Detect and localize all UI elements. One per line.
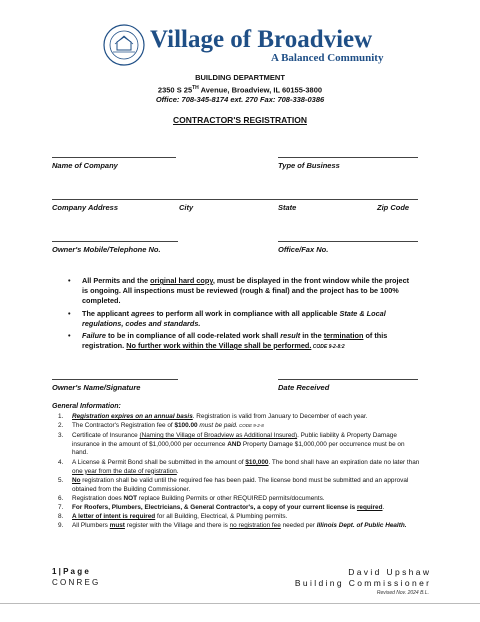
revised-note: Revised Nov. 2024 B.L. xyxy=(376,590,429,596)
date-received-line[interactable] xyxy=(278,379,418,380)
bullet-dot-icon: • xyxy=(68,331,71,340)
general-info-heading: General Information: xyxy=(52,403,121,410)
zip-code-label: Zip Code xyxy=(377,203,410,212)
bullet-permits: • All Permits and the original hard copy, must be displayed in the front window while the project is ongoing. All inspections must be reviewed (rough & final) and the project has to be 100% completed. xyxy=(68,276,410,305)
office-fax-label: Office/Fax No. xyxy=(278,245,329,254)
commissioner-name: D a v i d U p s h a w xyxy=(348,567,429,577)
village-tagline: A Balanced Community xyxy=(271,52,384,64)
city-label: City xyxy=(179,203,194,212)
bullet-failure: • Failure to be in compliance of all code-related work shall result in the termination of this registration. No further work within the Village shall be performed. CODE 9-2-8:2 xyxy=(68,331,388,350)
department-address: 2350 S 25TH Avenue, Broadview, IL 60155-3800 xyxy=(157,85,323,95)
department-phones: Office: 708-345-8174 ext. 270 Fax: 708-338-0386 xyxy=(155,95,325,104)
date-received-label: Date Received xyxy=(278,383,330,392)
type-of-business-label: Type of Business xyxy=(278,161,340,170)
company-name-line[interactable] xyxy=(52,157,176,158)
office-fax-line[interactable] xyxy=(278,241,418,242)
bullet-dot-icon: • xyxy=(68,309,71,318)
footer-page-number: 1 | P a g e xyxy=(52,567,89,576)
bullet-dot-icon: • xyxy=(68,276,71,285)
department-name: BUILDING DEPARTMENT xyxy=(195,73,285,82)
name-of-company-label: Name of Company xyxy=(52,161,118,170)
general-info-list: 1. Registration expires on an annual basis. Registration is valid from January to December of each year. 2. The Contractor's Registration fee of $100.00 must be paid. CODE 9-2-8 3. Certificate of Insurance (Naming the Village of Broadview as Additional Insured). Public liability & Property Damage insurance in the amount of $1,000,000 per occurrence AND Property Damage $1,000,000 per occurrence must be on hand. 4. A License & Permit Bond shall be submitted in the amount of $10,000. The bond shall have an expiration date no later than one year from the date of registration. 5. No registration shall be valid until the required fee has been paid. The license bond must be submitted and an approval obtained from the Building Commissioner. 6. Registration does NOT replace Building Permits or other REQUIRED permits/documents. 7. For Roofers, Plumbers, Electricians, & General Contractor's, a copy of your current license is required. 8. A letter of intent is required for all Building, Electrical, & Plumbing permits. 9. All Plumbers must register with the Village and there is no registration fee needed per Illinois Dept. of Public Health. xyxy=(58,413,420,529)
bullet-compliance: • The applicant agrees to perform all work in compliance with all applicable State & Local regulations, codes and standards. xyxy=(68,309,386,328)
address-line[interactable] xyxy=(52,199,418,200)
commissioner-title: B u i l d i n g C o m m i s s i o n e r xyxy=(294,578,429,588)
village-seal xyxy=(103,24,145,66)
company-address-label: Company Address xyxy=(52,203,118,212)
footer-form-code: C O N R E G xyxy=(52,578,99,587)
village-title: Village of Broadview xyxy=(150,26,373,53)
state-label: State xyxy=(278,203,297,212)
form-title: CONTRACTOR'S REGISTRATION xyxy=(173,115,307,125)
owner-signature-line[interactable] xyxy=(52,379,178,380)
business-type-line[interactable] xyxy=(278,157,418,158)
owner-phone-label: Owner's Mobile/Telephone No. xyxy=(52,245,161,254)
footer-divider xyxy=(0,603,480,604)
owner-phone-line[interactable] xyxy=(52,241,178,242)
owner-signature-label: Owner's Name/Signature xyxy=(52,383,141,392)
